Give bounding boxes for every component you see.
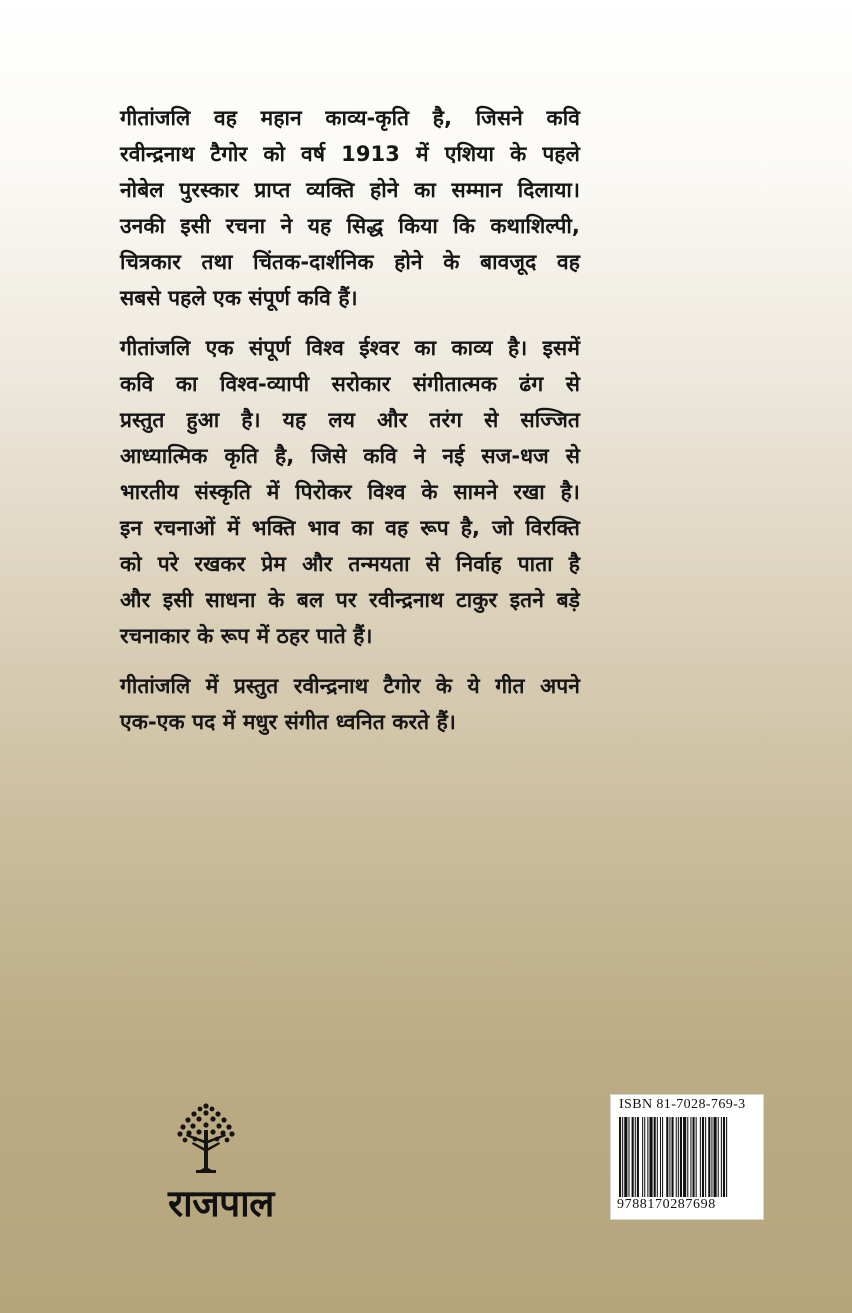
barcode-bar — [654, 1117, 656, 1197]
barcode-bar — [700, 1117, 701, 1197]
blurb-line: प्रस्तुत हुआ है। यह लय और तरंग से सज्जित — [120, 408, 580, 432]
blurb-line: रचनाकार के रूप में ठहर पाते हैं। — [120, 624, 373, 648]
blurb-line: को परे रखकर प्रेम और तन्मयता से निर्वाह पाता है — [120, 552, 580, 576]
blurb-line: गीतांजलि वह महान काव्य-कृति है, जिसने कवि — [120, 106, 580, 130]
isbn-barcode-box — [610, 1094, 764, 1220]
blurb-line: रवीन्द्रनाथ टैगोर को वर्ष 1913 में एशिया के पहले — [120, 142, 580, 166]
barcode-bar — [632, 1117, 634, 1197]
barcode-bar — [647, 1117, 648, 1197]
barcode-bar — [711, 1117, 712, 1197]
barcode-bar — [708, 1117, 710, 1197]
barcode-bar — [662, 1117, 663, 1197]
barcode-bar — [718, 1117, 719, 1197]
barcode-bar — [687, 1117, 688, 1197]
barcode-bar — [678, 1117, 679, 1197]
barcode-bar — [624, 1117, 627, 1197]
blurb-line: और इसी साधना के बल पर रवीन्द्रनाथ टाकुर इतने बड़े — [120, 588, 580, 612]
blurb-line: नोबेल पुरस्कार प्राप्त व्यक्ति होने का सम्मान दिलाया। — [120, 178, 580, 202]
blurb-paragraph-1 — [120, 100, 580, 316]
barcode-bar — [680, 1117, 682, 1197]
barcode-bar — [644, 1117, 645, 1197]
tree-icon — [174, 1100, 238, 1180]
barcode-bar — [676, 1117, 677, 1197]
isbn-label: ISBN 81-7028-769-3 — [619, 1097, 746, 1112]
barcode-bar — [666, 1117, 668, 1197]
barcode-bar — [635, 1117, 636, 1197]
barcode-bar — [628, 1117, 629, 1197]
blurb-line: उनकी इसी रचना ने यह सिद्ध किया कि कथाशिल्पी, — [120, 214, 580, 238]
blurb-line: एक-एक पद में मधुर संगीत ध्वनित करते हैं। — [120, 710, 456, 734]
blurb-line: आध्यात्मिक कृति है, जिसे कवि ने नई सज-धज से — [120, 444, 580, 468]
barcode — [619, 1117, 755, 1197]
barcode-bar — [714, 1117, 717, 1197]
barcode-bar — [672, 1117, 674, 1197]
blurb-line: चित्रकार तथा चिंतक-दार्शनिक होने के बावजूद वह — [120, 250, 580, 274]
barcode-bar — [657, 1117, 658, 1197]
publisher-logo — [168, 1100, 290, 1226]
barcode-bar — [696, 1117, 697, 1197]
blurb-paragraph-3 — [120, 668, 580, 740]
barcode-bar — [683, 1117, 686, 1197]
publisher-name: राजपाल — [168, 1182, 274, 1225]
barcode-bar — [721, 1117, 722, 1197]
barcode-bar — [637, 1117, 639, 1197]
barcode-bar — [705, 1117, 706, 1197]
barcode-bar — [649, 1117, 652, 1197]
blurb-line: सबसे पहले एक संपूर्ण कवि हैं। — [120, 286, 358, 310]
blurb-line: गीतांजलि में प्रस्तुत रवीन्द्रनाथ टैगोर के ये गीत अपने — [120, 674, 580, 698]
barcode-bar — [669, 1117, 670, 1197]
blurb-line: भारतीय संस्कृति में पिरोकर विश्व के सामने रखा है। — [120, 480, 580, 504]
barcode-bar — [660, 1117, 661, 1197]
barcode-bar — [726, 1117, 727, 1197]
barcode-bar — [690, 1117, 691, 1197]
barcode-bar — [622, 1117, 623, 1197]
barcode-bar — [702, 1117, 704, 1197]
ean-number: 9788170287698 — [617, 1197, 716, 1212]
blurb-line: इन रचनाओं में भक्ति भाव का वह रूप है, जो विरक्ति — [120, 516, 580, 540]
barcode-bar — [723, 1117, 725, 1197]
barcode-bar — [693, 1117, 695, 1197]
barcode-bar — [619, 1117, 621, 1197]
blurb-line: गीतांजलि एक संपूर्ण विश्व ईश्वर का काव्य है। इसमें — [120, 336, 580, 360]
blurb-paragraph-2 — [120, 330, 580, 654]
blurb-line: कवि का विश्व-व्यापी सरोकार संगीतात्मक ढंग से — [120, 372, 580, 396]
blurb-text — [120, 100, 580, 754]
barcode-bar — [642, 1117, 643, 1197]
